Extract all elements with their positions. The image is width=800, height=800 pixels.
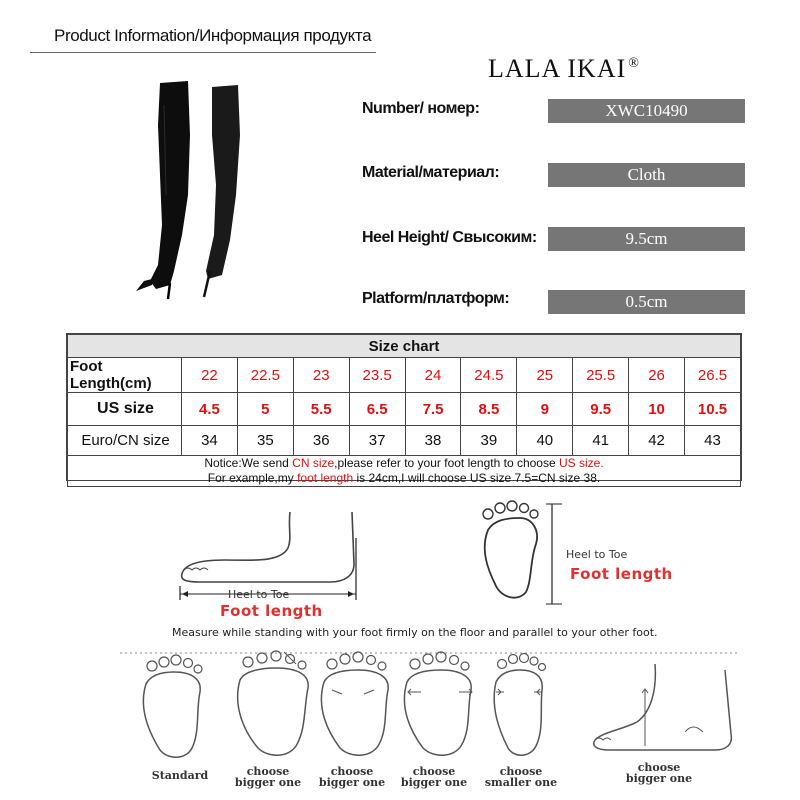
notice-highlight: CN size xyxy=(292,456,335,470)
foot-length-cell: 25 xyxy=(517,358,573,393)
notice-text: Notice:We send xyxy=(204,456,293,470)
foot-standard-sketch xyxy=(130,654,220,764)
us-size-cell: 4.5 xyxy=(182,393,238,426)
fit-label-line-2: smaller one xyxy=(484,776,558,789)
brand-name: LALA IKAI xyxy=(488,54,627,83)
spec-label-material: Material/материал: xyxy=(362,164,500,181)
page-title: Product Information/Информация продукта xyxy=(54,26,372,45)
foot-length-cell: 23.5 xyxy=(349,358,405,393)
fit-label-standard xyxy=(140,770,220,781)
us-size-cell: 8.5 xyxy=(461,393,517,426)
foot-length-cell: 24 xyxy=(405,358,461,393)
us-size-cell: 5.5 xyxy=(293,393,349,426)
spec-value-material: Cloth xyxy=(548,163,745,187)
euro-cn-cell: 35 xyxy=(237,426,293,456)
size-chart-title: Size chart xyxy=(68,335,741,358)
euro-cn-cell: 39 xyxy=(461,426,517,456)
euro-cn-cell: 42 xyxy=(629,426,685,456)
foot-thick-sketch xyxy=(312,650,402,765)
euro-cn-cell: 34 xyxy=(182,426,238,456)
euro-cn-cell: 36 xyxy=(293,426,349,456)
us-size-cell: 9 xyxy=(517,393,573,426)
fit-label-line-2: bigger one xyxy=(400,776,468,789)
foot-high-instep-sketch xyxy=(395,650,485,765)
fit-label-high-instep xyxy=(394,766,474,788)
notice-text: is 24cm,I will choose US size 7.5=CN size 38. xyxy=(353,471,601,485)
fit-label-line-2: bigger one xyxy=(234,776,302,789)
registered-mark: ® xyxy=(628,56,640,72)
boots-image xyxy=(130,75,260,300)
foot-length-cell: 22 xyxy=(182,358,238,393)
brand-logo xyxy=(488,54,640,84)
side-foot-length-label: Foot length xyxy=(220,602,323,620)
foot-narrow-sketch xyxy=(478,650,563,765)
spec-value-number: XWC10490 xyxy=(548,99,745,123)
side-heel-to-toe-label: Heel to Toe xyxy=(228,588,290,601)
us-size-row xyxy=(68,393,741,426)
foot-length-cell: 22.5 xyxy=(237,358,293,393)
notice-text: ,please refer to your foot length to choose xyxy=(334,456,559,470)
spec-value-platform: 0.5cm xyxy=(548,290,745,314)
fit-label-wide xyxy=(228,766,308,788)
foot-length-row xyxy=(68,358,741,393)
spec-label-heel-height: Heel Height/ Свысоким: xyxy=(362,229,537,246)
spec-value-heel-height: 9.5cm xyxy=(548,227,745,251)
euro-cn-cell: 41 xyxy=(573,426,629,456)
foot-length-cell: 26.5 xyxy=(685,358,741,393)
foot-high-arch-sketch xyxy=(585,660,740,765)
notice-text: For example,my xyxy=(207,471,298,485)
header-divider xyxy=(30,52,376,53)
size-notice xyxy=(68,456,741,487)
notice-line-1 xyxy=(68,456,740,471)
euro-cn-cell: 43 xyxy=(685,426,741,456)
foot-wide-sketch xyxy=(230,650,320,765)
size-chart-table xyxy=(67,334,741,487)
euro-cn-label: Euro/CN size xyxy=(68,426,182,456)
fit-label-narrow xyxy=(478,766,564,788)
euro-cn-row xyxy=(68,426,741,456)
us-size-cell: 10 xyxy=(629,393,685,426)
spec-label-number: Number/ номер: xyxy=(362,100,480,117)
euro-cn-cell: 38 xyxy=(405,426,461,456)
fit-label-high-arch xyxy=(616,762,702,784)
notice-line-2 xyxy=(68,471,740,486)
us-size-cell: 5 xyxy=(237,393,293,426)
notice-highlight: US size. xyxy=(558,456,604,470)
fit-label-thick xyxy=(312,766,392,788)
us-size-label: US size xyxy=(68,393,182,426)
fit-label-line-2: bigger one xyxy=(625,772,693,785)
fit-label-line-1: choose xyxy=(246,765,290,778)
size-chart xyxy=(66,333,742,485)
foot-length-cell: 26 xyxy=(629,358,685,393)
euro-cn-cell: 37 xyxy=(349,426,405,456)
us-size-cell: 6.5 xyxy=(349,393,405,426)
notice-highlight: foot length xyxy=(297,471,354,485)
fit-label-line-1: choose xyxy=(330,765,374,778)
fit-label-line-1: Standard xyxy=(151,769,209,782)
foot-length-cell: 23 xyxy=(293,358,349,393)
fit-label-line-2: bigger one xyxy=(318,776,386,789)
fit-label-line-1: choose xyxy=(412,765,456,778)
euro-cn-cell: 40 xyxy=(517,426,573,456)
spec-label-platform: Platform/платформ: xyxy=(362,290,510,307)
foot-length-cell: 24.5 xyxy=(461,358,517,393)
fit-label-line-1: choose xyxy=(637,761,681,774)
us-size-cell: 9.5 xyxy=(573,393,629,426)
foot-length-cell: 25.5 xyxy=(573,358,629,393)
top-foot-length-label: Foot length xyxy=(570,565,673,583)
us-size-cell: 7.5 xyxy=(405,393,461,426)
fit-label-line-1: choose xyxy=(499,765,543,778)
foot-length-label: Foot Length(cm) xyxy=(68,358,182,393)
top-heel-to-toe-label: Heel to Toe xyxy=(566,548,628,561)
us-size-cell: 10.5 xyxy=(685,393,741,426)
measure-instruction: Measure while standing with your foot firmly on the floor and parallel to your other foot. xyxy=(172,626,658,639)
